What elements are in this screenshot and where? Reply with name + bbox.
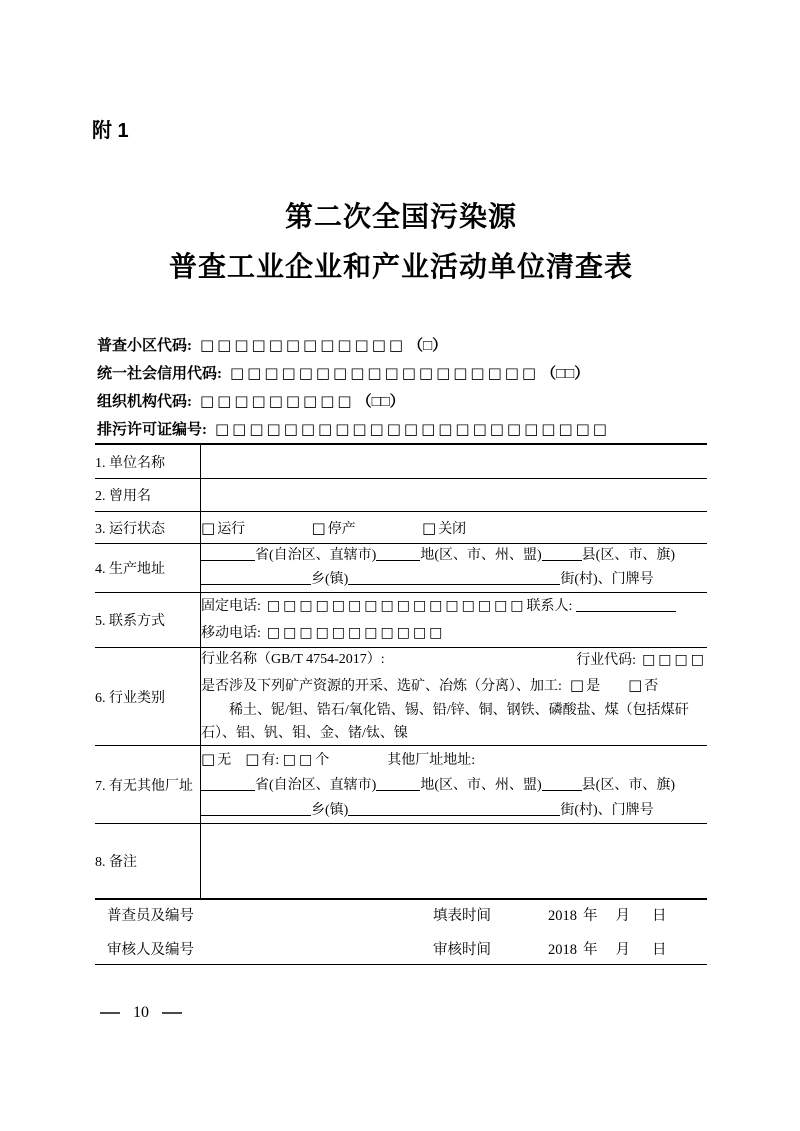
review-date-month-unit: 月	[615, 941, 630, 958]
census-block-code-boxes: □□□□□□□□□□□□	[200, 336, 407, 354]
mobile-phone-line	[201, 620, 707, 647]
checkbox-icon: □	[311, 518, 326, 537]
page-number-value: 10	[133, 1004, 149, 1021]
fixed-phone-boxes: □□□□□□□□□□□□□□□□	[266, 598, 527, 614]
row-label-former-name: 2. 曾用名	[95, 479, 201, 512]
reviewer-row	[95, 931, 707, 965]
credit-code-boxes: □□□□□□□□□□□□□□□□□□	[230, 364, 540, 382]
industry-code-boxes: □□□□	[642, 652, 707, 668]
review-date-year: 2018	[548, 941, 577, 958]
inventory-form-table	[95, 443, 707, 900]
table-row-operating-status	[95, 512, 707, 544]
production-address-field	[201, 544, 708, 593]
signature-section	[95, 897, 707, 965]
row-label-production-address: 4. 生产地址	[95, 544, 201, 593]
row-label-remarks: 8. 备注	[95, 824, 201, 900]
address-prefecture-label: 地(区、市、州、盟)	[420, 777, 542, 793]
blank-underline	[542, 546, 582, 561]
table-row-industry-category	[95, 648, 707, 746]
option-running-label: 运行	[217, 521, 246, 537]
fill-date-day-unit: 日	[652, 907, 667, 924]
review-date	[548, 938, 667, 959]
other-site-count-unit: 个	[315, 752, 330, 768]
industry-category-field	[201, 648, 708, 746]
fill-date-year: 2018	[548, 907, 577, 924]
org-code-line	[97, 388, 737, 416]
mobile-phone-label: 移动电话:	[201, 626, 261, 641]
contact-field	[201, 593, 708, 648]
census-block-code-suffix: （□）	[408, 338, 448, 354]
attachment-label: 附 1	[92, 120, 129, 142]
option-has-other-site-label: 有:	[261, 752, 280, 768]
review-date-day-unit: 日	[652, 941, 667, 958]
mineral-list: 稀土、铌/钽、锆石/氧化锆、锡、铅/锌、铜、钢铁、磷酸盐、煤（包括煤矸石）、铝、钒、钼、金、锗/钛、镍	[201, 703, 689, 741]
option-closed	[422, 518, 529, 538]
mobile-phone-boxes: □□□□□□□□□□□	[266, 625, 446, 641]
other-site-address-label: 其他厂址地址:	[387, 752, 476, 768]
checkbox-icon: □	[569, 676, 585, 694]
industry-name-label: 行业名称（GB/T 4754-2017）:	[201, 652, 385, 667]
mineral-question-label: 是否涉及下列矿产资源的开采、选矿、冶炼（分离）、加工:	[201, 679, 562, 694]
address-province-label: 省(自治区、直辖市)	[255, 777, 377, 793]
option-yes	[569, 676, 601, 694]
option-running	[201, 518, 308, 538]
table-row-other-sites	[95, 746, 707, 824]
credit-code-suffix: （□□）	[541, 366, 590, 382]
fixed-phone-label: 固定电话:	[201, 599, 261, 614]
table-row-remarks	[95, 824, 707, 900]
org-code-suffix: （□□）	[356, 394, 405, 410]
page-number-dash	[100, 1012, 120, 1014]
title-line-2: 普查工业企业和产业活动单位清查表	[168, 251, 633, 282]
unit-name-field	[201, 444, 708, 479]
operating-status-field	[201, 512, 708, 544]
census-block-code-label: 普查小区代码:	[97, 338, 192, 354]
option-has-other-site	[245, 749, 280, 768]
checkbox-icon: □	[628, 676, 643, 694]
row-label-unit-name: 1. 单位名称	[95, 444, 201, 479]
option-no-other-site-label: 无	[217, 752, 232, 768]
address-street-label: 街(村)、门牌号	[560, 802, 654, 818]
option-yes-label: 是	[586, 679, 601, 694]
industry-code-label: 行业代码:	[576, 653, 637, 668]
option-suspended	[312, 518, 419, 538]
row-label-other-sites: 7. 有无其他厂址	[95, 746, 201, 824]
table-row-contact	[95, 593, 707, 648]
blank-underline	[348, 570, 560, 585]
option-no	[628, 676, 659, 694]
permit-number-label: 排污许可证编号:	[97, 422, 207, 438]
fixed-phone-line	[201, 593, 707, 620]
address-line-2	[201, 568, 707, 592]
contact-person-label: 联系人:	[526, 599, 573, 614]
page-number-dash	[162, 1012, 182, 1014]
address-line-1	[201, 544, 707, 568]
table-row-production-address	[95, 544, 707, 593]
industry-code-group	[576, 648, 707, 673]
fill-date-month-unit: 月	[615, 907, 630, 924]
title-line-1: 第二次全国污染源	[284, 201, 517, 232]
reviewer-label: 审核人及编号	[107, 941, 194, 958]
fill-date	[548, 904, 667, 925]
table-row-unit-name	[95, 444, 707, 479]
address-county-label: 县(区、市、旗)	[581, 548, 675, 563]
credit-code-label: 统一社会信用代码:	[97, 366, 222, 382]
other-sites-options-line	[201, 747, 707, 773]
code-fields	[97, 332, 737, 444]
org-code-label: 组织机构代码:	[97, 394, 192, 410]
option-no-label: 否	[644, 679, 659, 694]
checkbox-icon: □	[201, 518, 216, 537]
blank-underline	[201, 546, 255, 561]
other-address-line-2	[201, 798, 707, 823]
mineral-question-line	[201, 673, 707, 699]
address-province-label: 省(自治区、直辖市)	[255, 548, 377, 563]
blank-underline	[201, 801, 311, 816]
blank-underline	[376, 776, 420, 791]
blank-underline	[348, 801, 560, 816]
row-label-industry-category: 6. 行业类别	[95, 648, 201, 746]
checkbox-icon: □	[422, 518, 437, 537]
review-time-label: 审核时间	[433, 941, 491, 958]
address-street-label: 街(村)、门牌号	[560, 572, 654, 587]
document-title	[95, 192, 707, 292]
blank-underline	[201, 776, 255, 791]
address-town-label: 乡(镇)	[311, 572, 349, 587]
option-closed-label: 关闭	[438, 521, 467, 537]
page-number	[100, 1004, 182, 1022]
footer-divider	[95, 964, 707, 965]
address-town-label: 乡(镇)	[311, 802, 349, 818]
census-block-code-line	[97, 332, 737, 360]
review-date-year-unit: 年	[583, 941, 598, 958]
blank-underline	[576, 597, 676, 612]
blank-underline	[376, 546, 420, 561]
option-suspended-label: 停产	[327, 521, 356, 537]
fill-time-label: 填表时间	[433, 907, 491, 924]
table-row-former-name	[95, 479, 707, 512]
former-name-field	[201, 479, 708, 512]
surveyor-row	[95, 897, 707, 931]
blank-underline	[201, 570, 311, 585]
other-sites-field	[201, 746, 708, 824]
permit-number-boxes: □□□□□□□□□□□□□□□□□□□□□□□	[215, 420, 610, 438]
remarks-field	[201, 824, 708, 900]
address-prefecture-label: 地(区、市、州、盟)	[420, 548, 542, 563]
address-county-label: 县(区、市、旗)	[581, 777, 675, 793]
permit-number-line	[97, 416, 737, 444]
org-code-boxes: □□□□□□□□□	[200, 392, 355, 410]
surveyor-label: 普查员及编号	[107, 907, 194, 924]
other-site-count-boxes: □□	[282, 751, 316, 768]
checkbox-icon: □	[201, 749, 216, 768]
option-no-other-site	[201, 749, 232, 768]
fill-date-year-unit: 年	[583, 907, 598, 924]
row-label-contact: 5. 联系方式	[95, 593, 201, 648]
credit-code-line	[97, 360, 737, 388]
row-label-operating-status: 3. 运行状态	[95, 512, 201, 544]
blank-underline	[542, 776, 582, 791]
other-address-line-1	[201, 773, 707, 798]
checkbox-icon: □	[245, 749, 260, 768]
industry-name-line	[201, 648, 707, 673]
